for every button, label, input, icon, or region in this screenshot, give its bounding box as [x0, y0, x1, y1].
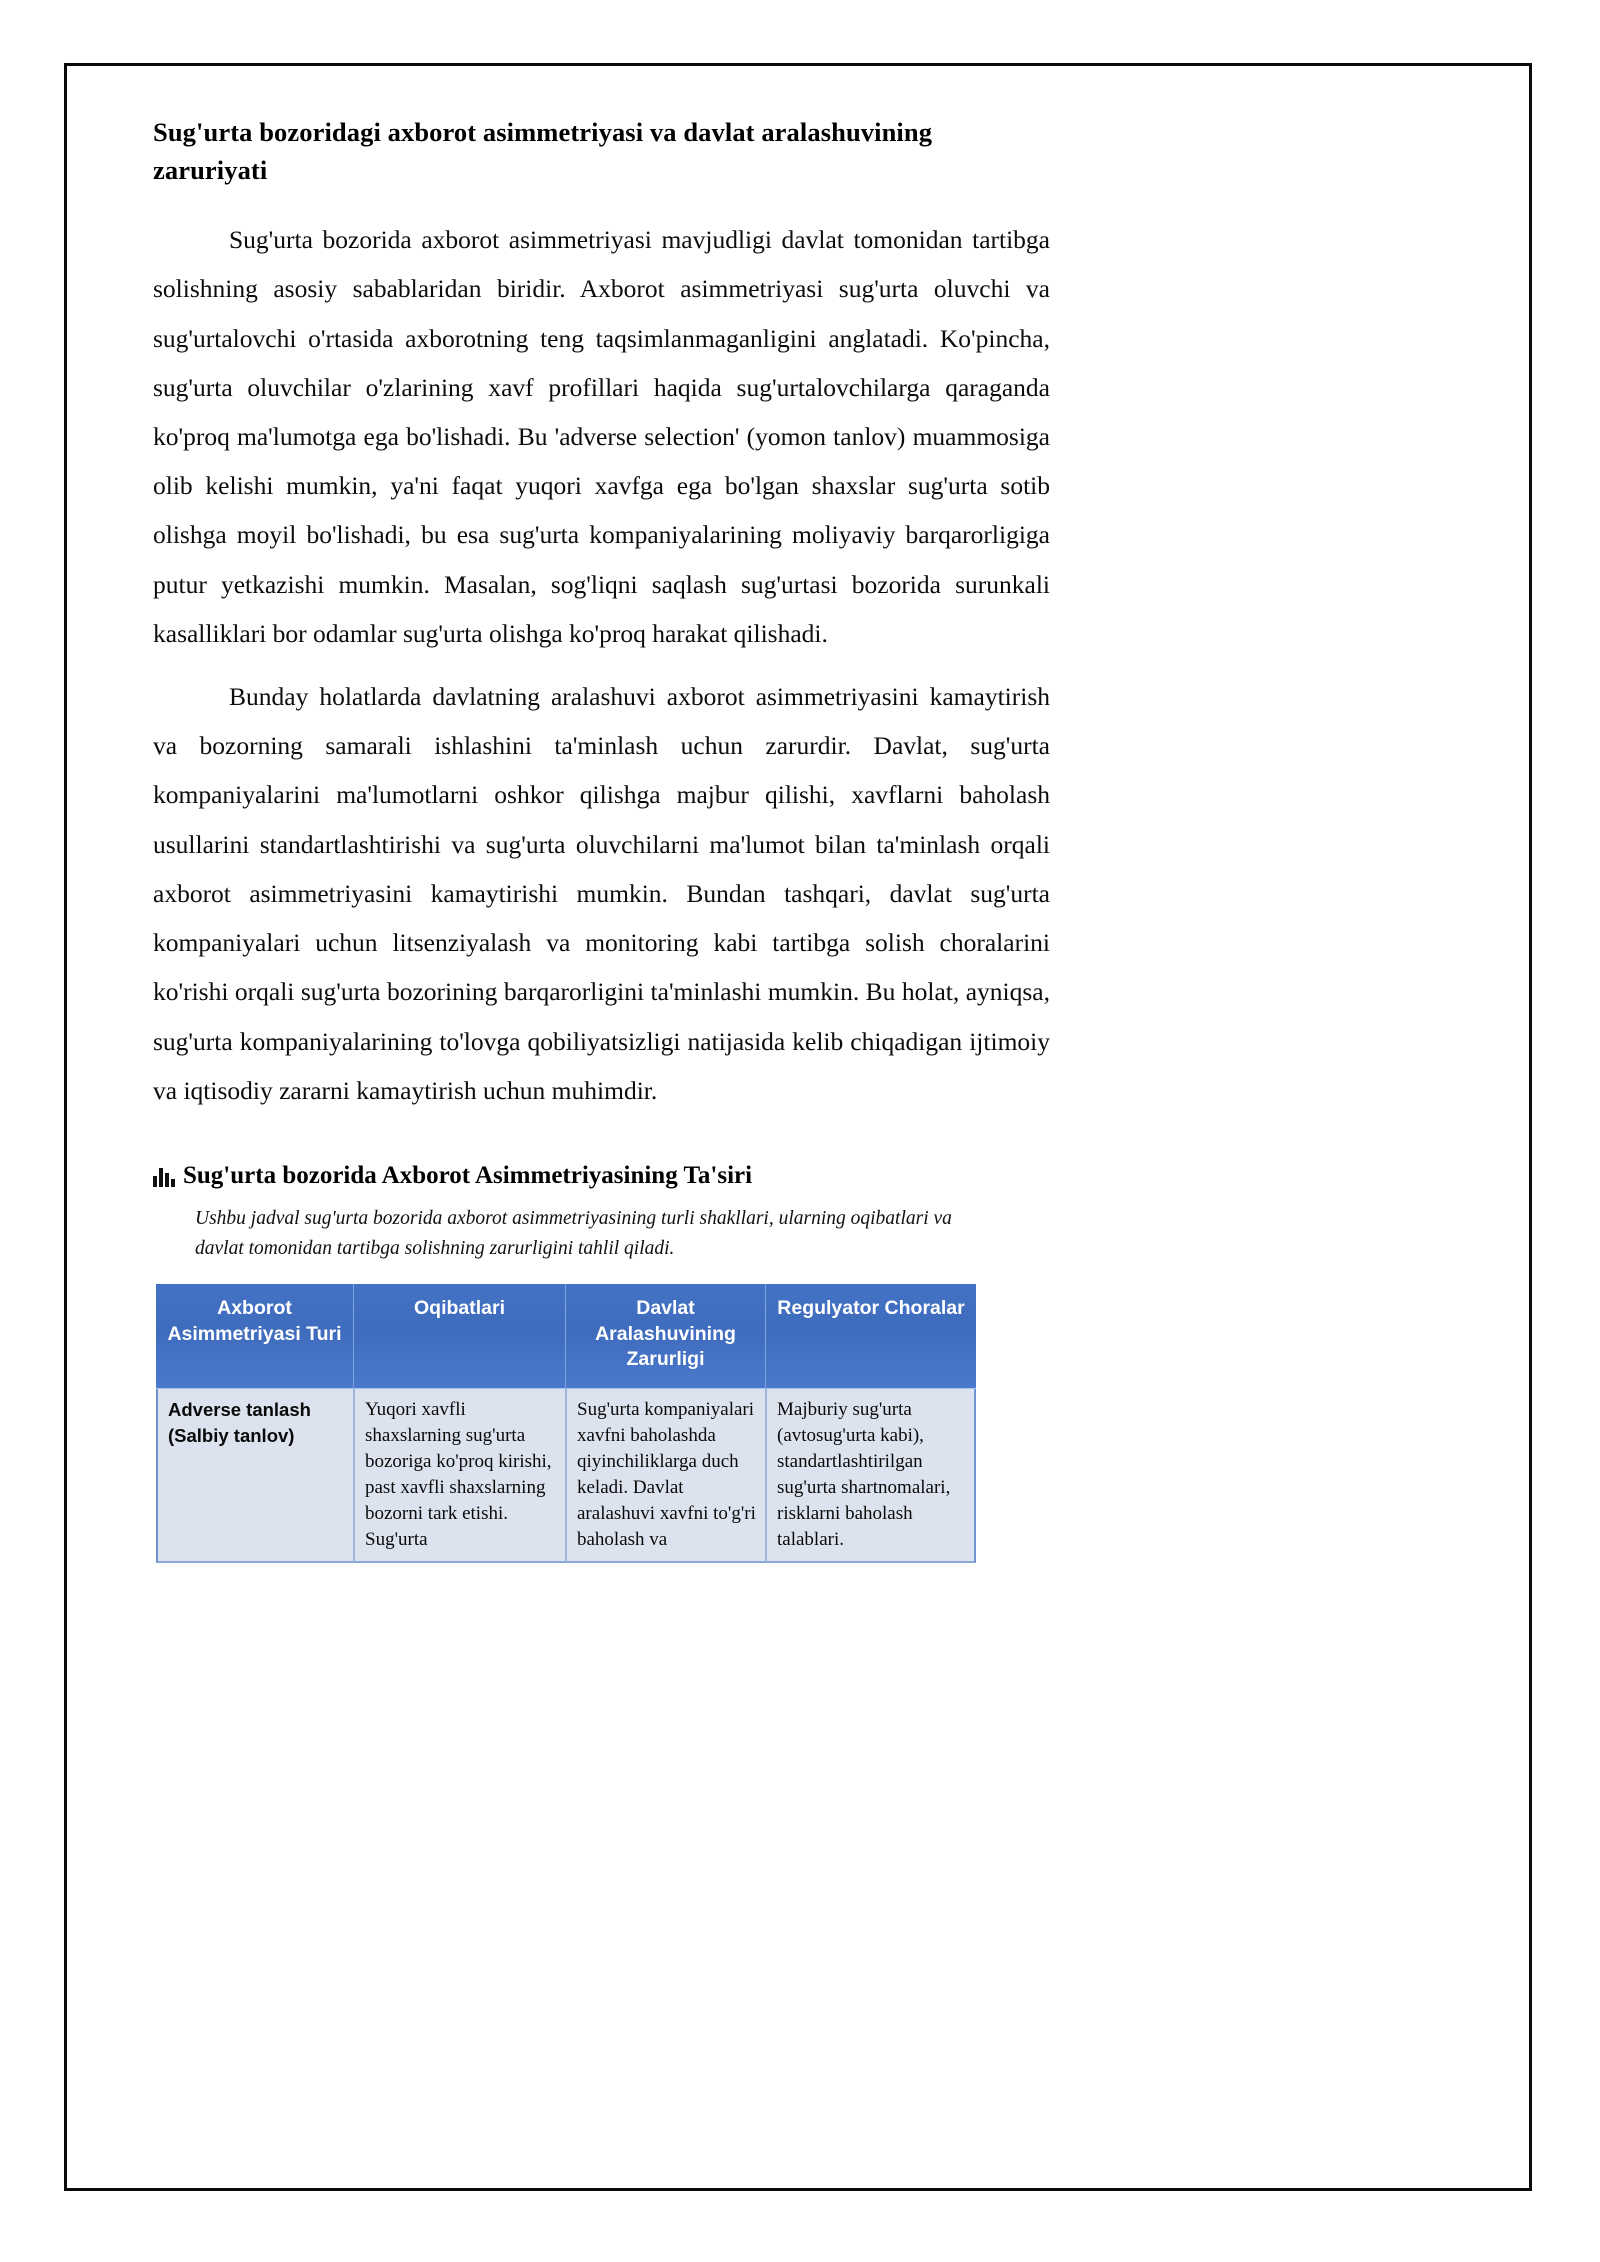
section-heading-label: Sug'urta bozorida Axborot Asimmetriyasining Ta'siri	[183, 1161, 753, 1189]
document-page	[64, 63, 1532, 2191]
table-caption: Ushbu jadval sug'urta bozorida axborot asimmetriyasining turli shakllari, ularning oqibatlari va davlat tomonidan tartibga solishning zarurligini tahlil qiladi.	[195, 1207, 952, 1259]
column-header-measures: Regulyator Choralar	[766, 1284, 976, 1389]
column-header-type: Axborot Asimmetriyasi Turi	[156, 1284, 354, 1389]
bar-chart-icon	[153, 1166, 174, 1187]
table-header	[156, 1284, 976, 1389]
table-body	[156, 1389, 976, 1563]
cell-type: Adverse tanlash (Salbiy tanlov)	[156, 1389, 354, 1563]
table-container	[156, 1284, 976, 1563]
column-header-consequences: Oqibatlari	[354, 1284, 566, 1389]
body-paragraph-1: Sug'urta bozorida axborot asimmetriyasi mavjudligi davlat tomonidan tartibga solishning asosiy sabablaridan biridir. Axborot asimmetriyasi sug'urta oluvchi va sug'urtalovchi o'rtasida axborotning teng taqsimlanmaganligini anglatadi. Ko'pincha, sug'urta oluvchilar o'zlarining xavf profillari haqida sug'urtalovchilarga qaraganda ko'proq ma'lumotga ega bo'lishadi. Bu 'adverse selection' (yomon tanlov) muammosiga olib kelishi mumkin, ya'ni faqat yuqori xavfga ega bo'lgan shaxslar sug'urta sotib olishga moyil bo'lishadi, bu esa sug'urta kompaniyalarining moliyaviy barqarorligiga putur yetkazishi mumkin. Masalan, sog'liqni saqlash sug'urtasi bozorida surunkali kasalliklari bor odamlar sug'urta olishga ko'proq harakat qilishadi.	[153, 225, 1050, 648]
impact-table	[156, 1284, 976, 1563]
column-header-necessity: Davlat Aralashuvining Zarurligi	[566, 1284, 766, 1389]
page-content	[153, 114, 1050, 1563]
page-title: Sug'urta bozoridagi axborot asimmetriyasi va davlat aralashuvining zaruriyati	[153, 117, 933, 185]
cell-measures: Majburiy sug'urta (avtosug'urta kabi), standartlashtirilgan sug'urta shartnomalari, risklarni baholash talablari.	[766, 1389, 976, 1563]
cell-necessity: Sug'urta kompaniyalari xavfni baholashda qiyinchiliklarga duch keladi. Davlat aralashuvi xavfni to'g'ri baholash va	[566, 1389, 766, 1563]
table-row	[156, 1389, 976, 1563]
table-header-row	[156, 1284, 976, 1389]
body-paragraph-2: Bunday holatlarda davlatning aralashuvi axborot asimmetriyasini kamaytirish va bozorning samarali ishlashini ta'minlash uchun zarurdir. Davlat, sug'urta kompaniyalarini ma'lumotlarni oshkor qilishga majbur qilishi, xavflarni baholash usullarini standartlashtirishi va sug'urta oluvchilarni ma'lumot bilan ta'minlash orqali axborot asimmetriyasini kamaytirishi mumkin. Bundan tashqari, davlat sug'urta kompaniyalari uchun litsenziyalash va monitoring kabi tartibga solish choralarini ko'rishi orqali sug'urta bozorining barqarorligini ta'minlashi mumkin. Bu holat, ayniqsa, sug'urta kompaniyalarining to'lovga qobiliyatsizligi natijasida kelib chiqadigan ijtimoiy va iqtisodiy zararni kamaytirish uchun muhimdir.	[153, 682, 1050, 1105]
section-heading	[153, 1161, 1050, 1191]
cell-consequences: Yuqori xavfli shaxslarning sug'urta bozoriga ko'proq kirishi, past xavfli shaxslarning bozorni tark etishi. Sug'urta	[354, 1389, 566, 1563]
